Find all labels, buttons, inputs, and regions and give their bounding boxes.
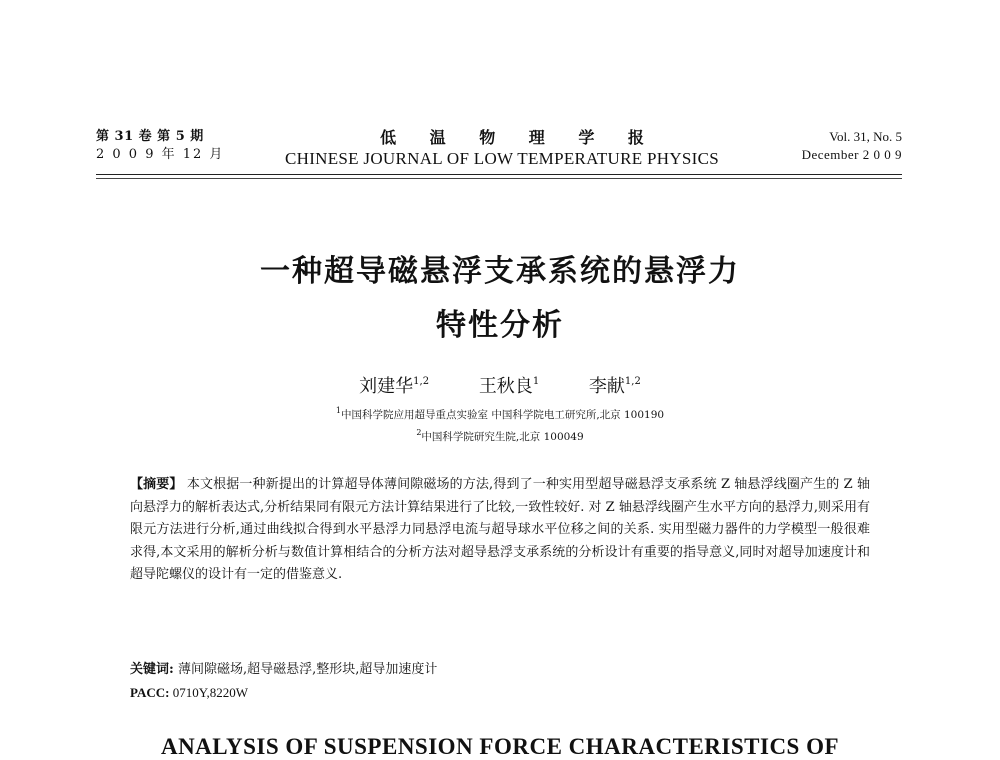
header-rule-thin [96, 178, 902, 179]
affil-mark: 2 [416, 428, 422, 437]
pacc [130, 684, 870, 702]
author-affil-mark: 1,2 [413, 376, 430, 387]
keywords [130, 661, 870, 679]
header-center [96, 128, 902, 170]
journal-name-en: CHINESE JOURNAL OF LOW TEMPERATURE PHYSICS [284, 149, 720, 168]
abstract-label: 【摘要】 [130, 477, 183, 492]
author-list [0, 372, 1000, 398]
author-2 [479, 372, 539, 398]
affiliation-1 [0, 406, 1000, 422]
english-title: ANALYSIS OF SUSPENSION FORCE CHARACTERISTICS OF [160, 734, 840, 759]
date-en: December 2 0 0 9 [801, 147, 902, 162]
abstract [130, 474, 870, 587]
keywords-label: 关键词: [130, 662, 174, 677]
title-line-1: 一种超导磁悬浮支承系统的悬浮力 [260, 254, 740, 289]
pacc-label: PACC: [130, 685, 170, 700]
author-3 [589, 372, 641, 398]
author-name: 王秋良 [478, 376, 533, 397]
author-affil-mark: 1,2 [624, 376, 641, 387]
volume-cn: 第 31 卷 第 5 期 [96, 129, 204, 144]
volume-en: Vol. 31, No. 5 [829, 129, 902, 144]
header-right [802, 128, 902, 164]
title-line-2: 特性分析 [436, 308, 564, 343]
author-affil-mark: 1 [532, 376, 540, 387]
author-1 [359, 372, 429, 398]
affiliation-2 [0, 428, 1000, 444]
abstract-text: 本文根据一种新提出的计算超导体薄间隙磁场的方法,得到了一种实用型超导磁悬浮支承系统 Z 轴悬浮线圈产生的 Z 轴向悬浮力的解析表达式,分析结果同有限元方法计算结果进行了比较,一致性较好. 对 Z 轴悬浮线圈产生水平方向的悬浮力,则采用有限元方法进行分析,通过曲线拟合得到水平悬浮力同悬浮电流与超导球水平位移之间的关系. 实用型磁力器件的力学模型一般很难求得,本文采用的解析分析与数值计算相结合的分析方法对超导悬浮支承系统的分析设计有重要的指导意义,同时对超导加速度计和超导陀螺仪的设计有一定的借鉴意义. [130, 477, 870, 583]
keywords-text: 薄间隙磁场,超导磁悬浮,整形块,超导加速度计 [177, 662, 438, 677]
date-cn: 2 0 0 9 年 12 月 [96, 147, 225, 162]
affil-text: 中国科学院研究生院,北京 100049 [421, 431, 584, 443]
journal-header [96, 128, 902, 172]
affil-mark: 1 [335, 406, 341, 415]
author-name: 刘建华 [359, 376, 414, 397]
pacc-text: 0710Y,8220W [172, 685, 248, 700]
header-rule-thick [96, 174, 902, 175]
author-name: 李献 [588, 376, 625, 397]
journal-name-cn: 低 温 物 理 学 报 [380, 128, 658, 147]
affil-text: 中国科学院应用超导重点实验室 中国科学院电工研究所,北京 100190 [340, 409, 665, 421]
